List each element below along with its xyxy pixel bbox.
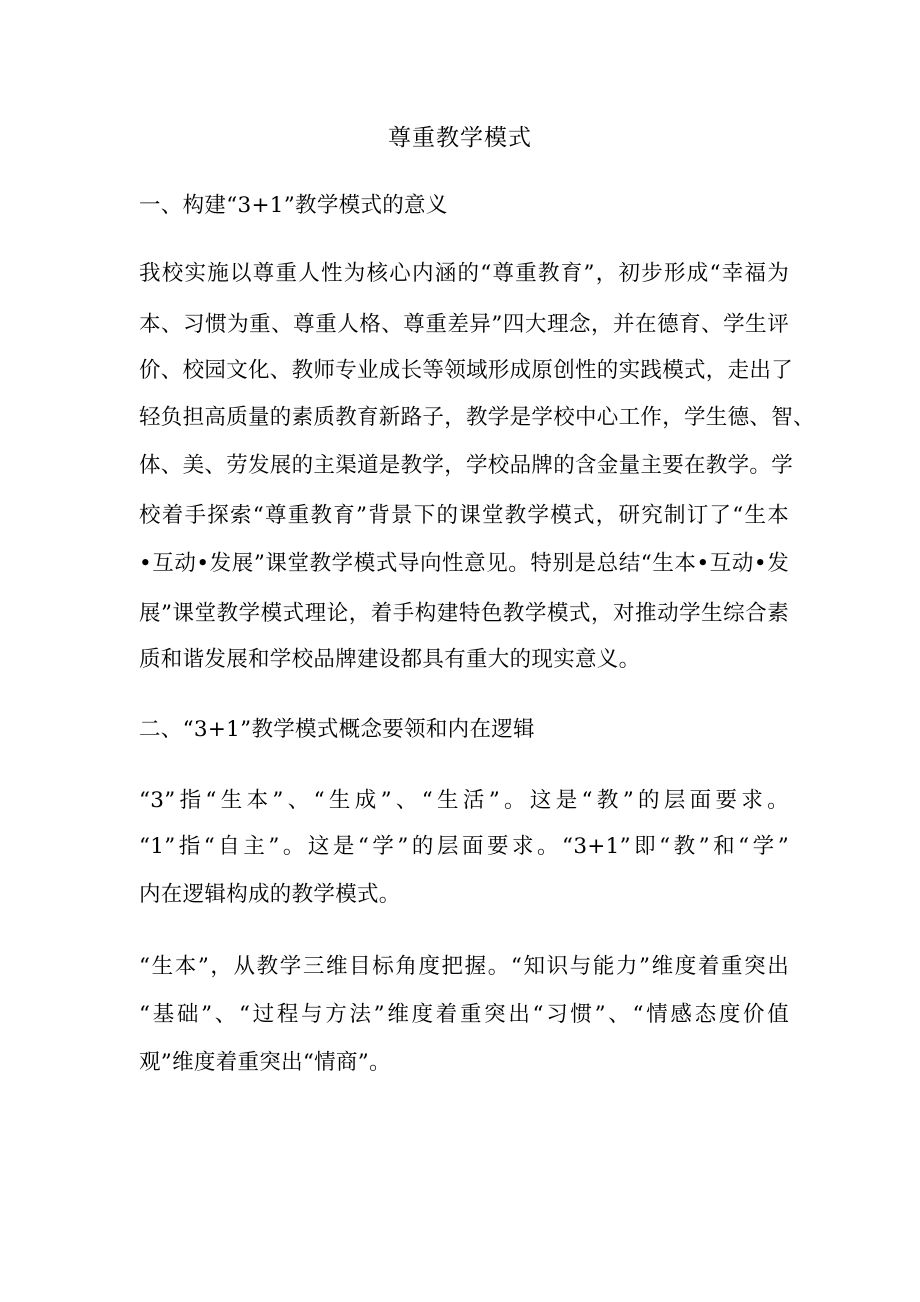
section2-heading: 二、“3+1”教学模式概念要领和内在逻辑 (139, 717, 535, 742)
document-title: 尊重教学模式 (388, 125, 532, 151)
paragraph-line: 本、习惯为重、尊重人格、尊重差异”四大理念，并在德育、学生评 (139, 312, 789, 337)
paragraph-line: “基础”、“过程与方法”维度着重突出“习惯”、“情感态度价值 (139, 1002, 789, 1027)
section1-heading: 一、构建“3+1”教学模式的意义 (139, 193, 448, 218)
paragraph-line: “1”指“自主”。这是“学”的层面要求。“3+1”即“教”和“学” (139, 834, 789, 859)
paragraph-line: 价、校园文化、教师专业成长等领域形成原创性的实践模式，走出了 (139, 358, 794, 383)
paragraph-line: 轻负担高质量的素质教育新路子，教学是学校中心工作，学生德、智、 (139, 405, 815, 430)
paragraph-line: “3”指“生本”、“生成”、“生活”。这是“教”的层面要求。 (139, 788, 789, 813)
paragraph-line: 质和谐发展和学校品牌建设都具有重大的现实意义。 (139, 647, 641, 672)
paragraph-line: 校着手探索“尊重教育”背景下的课堂教学模式，研究制订了“生本 (139, 503, 789, 528)
paragraph-line: 展”课堂教学模式理论，着手构建特色教学模式，对推动学生综合素 (139, 601, 789, 626)
paragraph-line: “生本”，从教学三维目标角度把握。“知识与能力”维度着重突出 (139, 954, 789, 979)
paragraph-line: 我校实施以尊重人性为核心内涵的“尊重教育”，初步形成“幸福为 (139, 261, 789, 286)
paragraph-line: 内在逻辑构成的教学模式。 (139, 882, 401, 907)
paragraph-line: •互动•发展”课堂教学模式导向性意见。特别是总结“生本•互动•发 (139, 551, 789, 576)
paragraph-line: 体、美、劳发展的主渠道是教学，学校品牌的含金量主要在教学。学 (139, 453, 794, 478)
paragraph-line: 观”维度着重突出“情商”。 (139, 1050, 391, 1075)
